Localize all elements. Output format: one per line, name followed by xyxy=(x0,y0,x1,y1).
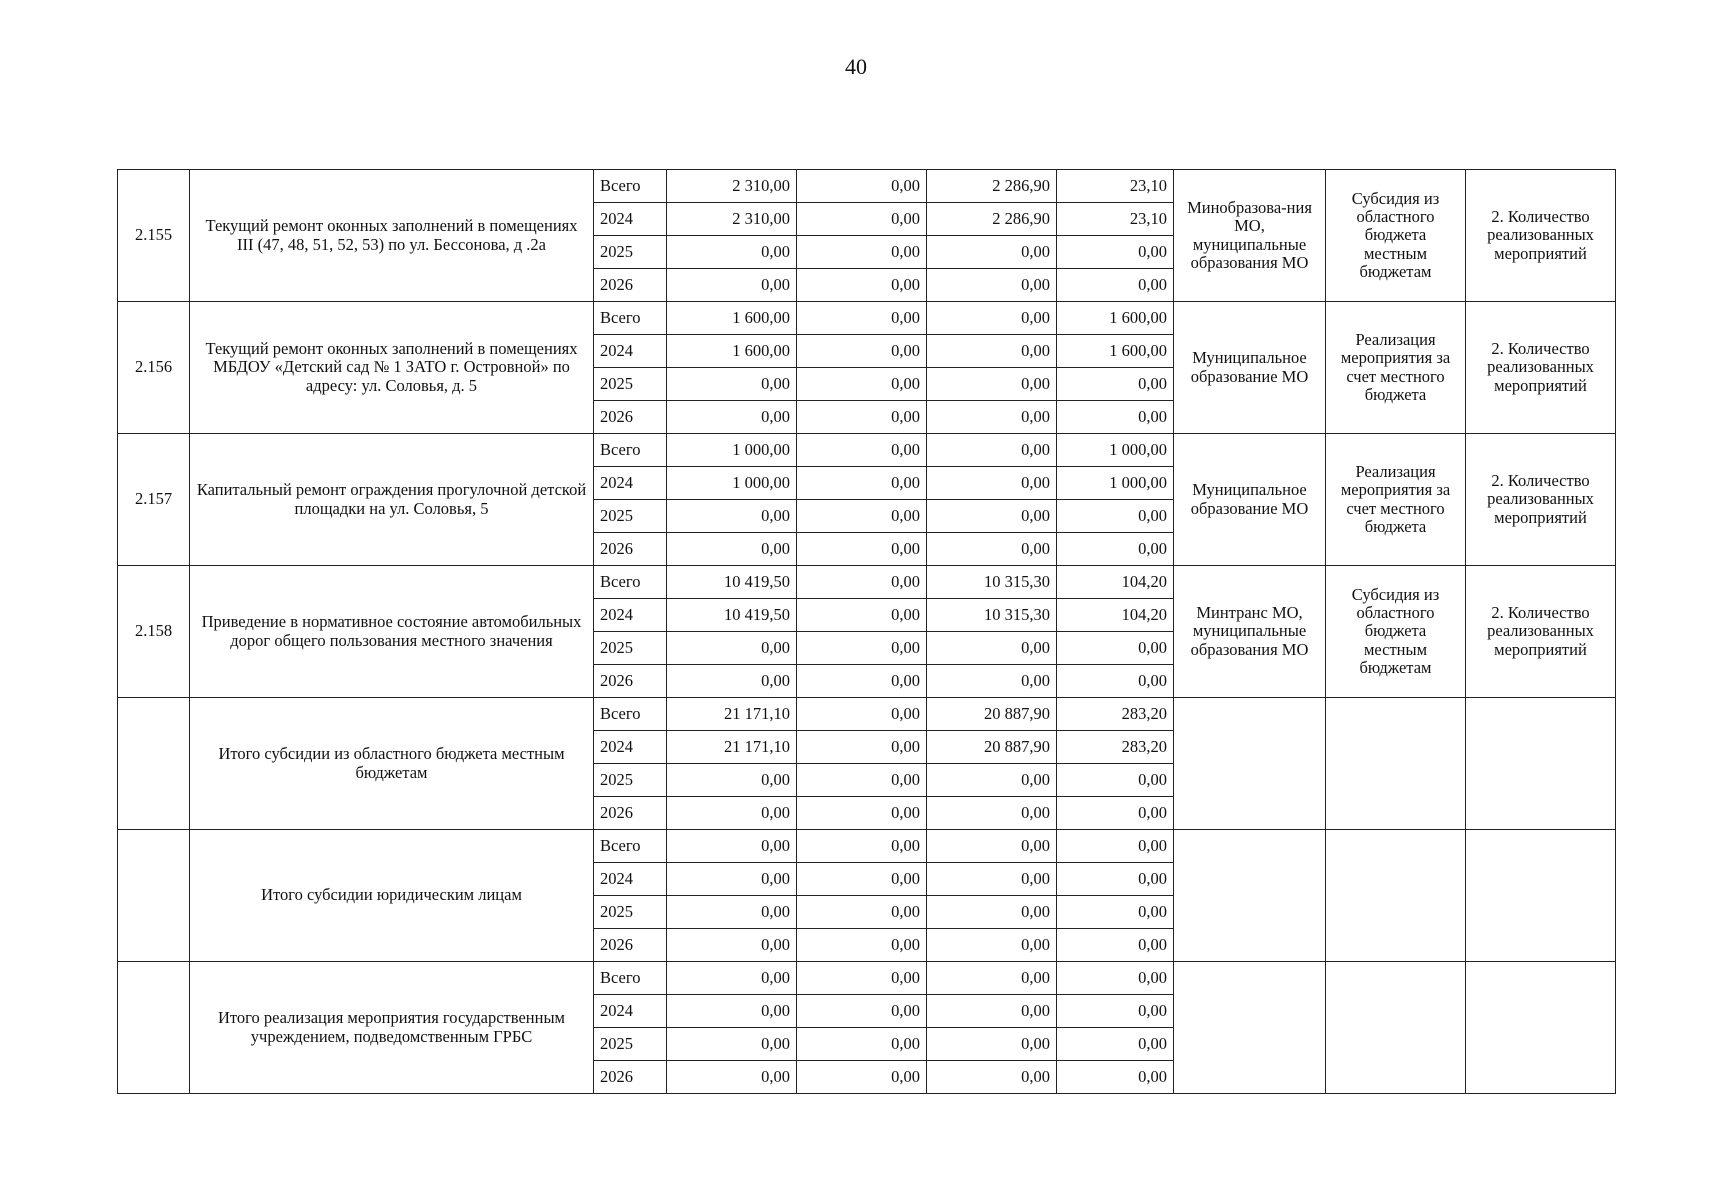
indicator-cell: 2. Количество реализованных мероприятий xyxy=(1466,302,1616,434)
total-amount-cell: 2 310,00 xyxy=(667,170,797,203)
year-cell: Всего xyxy=(594,302,667,335)
total-amount-cell: 0,00 xyxy=(667,401,797,434)
year-cell: 2025 xyxy=(594,764,667,797)
year-cell: 2025 xyxy=(594,500,667,533)
total-amount-cell: 0,00 xyxy=(667,896,797,929)
year-cell: 2026 xyxy=(594,1061,667,1094)
federal-amount-cell: 0,00 xyxy=(797,698,927,731)
year-cell: Всего xyxy=(594,830,667,863)
federal-amount-cell: 0,00 xyxy=(797,335,927,368)
year-cell: 2025 xyxy=(594,368,667,401)
federal-amount-cell: 0,00 xyxy=(797,797,927,830)
regional-amount-cell: 0,00 xyxy=(927,500,1057,533)
funding-source-cell xyxy=(1326,830,1466,962)
year-cell: 2024 xyxy=(594,863,667,896)
total-amount-cell: 0,00 xyxy=(667,962,797,995)
total-amount-cell: 0,00 xyxy=(667,236,797,269)
local-amount-cell: 0,00 xyxy=(1057,929,1174,962)
local-amount-cell: 0,00 xyxy=(1057,236,1174,269)
federal-amount-cell: 0,00 xyxy=(797,1028,927,1061)
year-cell: 2024 xyxy=(594,467,667,500)
federal-amount-cell: 0,00 xyxy=(797,929,927,962)
page-number: 40 xyxy=(845,54,867,79)
federal-amount-cell: 0,00 xyxy=(797,896,927,929)
local-amount-cell: 0,00 xyxy=(1057,1028,1174,1061)
total-amount-cell: 0,00 xyxy=(667,863,797,896)
federal-amount-cell: 0,00 xyxy=(797,269,927,302)
indicator-cell xyxy=(1466,830,1616,962)
regional-amount-cell: 2 286,90 xyxy=(927,203,1057,236)
total-amount-cell: 0,00 xyxy=(667,500,797,533)
year-cell: 2024 xyxy=(594,203,667,236)
federal-amount-cell: 0,00 xyxy=(797,368,927,401)
total-amount-cell: 0,00 xyxy=(667,1061,797,1094)
regional-amount-cell: 0,00 xyxy=(927,1028,1057,1061)
executor-cell xyxy=(1174,962,1326,1094)
federal-amount-cell: 0,00 xyxy=(797,302,927,335)
table-row xyxy=(118,830,1616,863)
regional-amount-cell: 0,00 xyxy=(927,236,1057,269)
local-amount-cell: 1 600,00 xyxy=(1057,335,1174,368)
regional-amount-cell: 0,00 xyxy=(927,368,1057,401)
regional-amount-cell: 0,00 xyxy=(927,467,1057,500)
local-amount-cell: 104,20 xyxy=(1057,599,1174,632)
federal-amount-cell: 0,00 xyxy=(797,665,927,698)
item-name-cell: Приведение в нормативное состояние автомобильных дорог общего пользования местного значения xyxy=(190,566,594,698)
total-amount-cell: 1 600,00 xyxy=(667,302,797,335)
table-row xyxy=(118,962,1616,995)
year-cell: 2024 xyxy=(594,995,667,1028)
federal-amount-cell: 0,00 xyxy=(797,566,927,599)
regional-amount-cell: 0,00 xyxy=(927,401,1057,434)
total-amount-cell: 2 310,00 xyxy=(667,203,797,236)
funding-source-cell: Субсидия из областного бюджета местным бюджетам xyxy=(1326,170,1466,302)
regional-amount-cell: 0,00 xyxy=(927,335,1057,368)
item-name-cell: Текущий ремонт оконных заполнений в помещениях МБДОУ «Детский сад № 1 ЗАТО г. Островной» по адресу: ул. Соловья, д. 5 xyxy=(190,302,594,434)
federal-amount-cell: 0,00 xyxy=(797,467,927,500)
federal-amount-cell: 0,00 xyxy=(797,995,927,1028)
year-cell: 2024 xyxy=(594,335,667,368)
local-amount-cell: 0,00 xyxy=(1057,863,1174,896)
regional-amount-cell: 0,00 xyxy=(927,1061,1057,1094)
regional-amount-cell: 10 315,30 xyxy=(927,599,1057,632)
federal-amount-cell: 0,00 xyxy=(797,632,927,665)
funding-source-cell xyxy=(1326,962,1466,1094)
executor-cell: Минтранс МО, муниципальные образования МО xyxy=(1174,566,1326,698)
funding-source-cell: Субсидия из областного бюджета местным бюджетам xyxy=(1326,566,1466,698)
local-amount-cell: 283,20 xyxy=(1057,731,1174,764)
total-amount-cell: 1 000,00 xyxy=(667,467,797,500)
year-cell: Всего xyxy=(594,698,667,731)
indicator-cell: 2. Количество реализованных мероприятий xyxy=(1466,566,1616,698)
year-cell: 2025 xyxy=(594,896,667,929)
regional-amount-cell: 20 887,90 xyxy=(927,731,1057,764)
federal-amount-cell: 0,00 xyxy=(797,236,927,269)
local-amount-cell: 0,00 xyxy=(1057,962,1174,995)
regional-amount-cell: 0,00 xyxy=(927,929,1057,962)
local-amount-cell: 0,00 xyxy=(1057,830,1174,863)
year-cell: Всего xyxy=(594,566,667,599)
local-amount-cell: 0,00 xyxy=(1057,632,1174,665)
regional-amount-cell: 0,00 xyxy=(927,764,1057,797)
regional-amount-cell: 2 286,90 xyxy=(927,170,1057,203)
total-amount-cell: 0,00 xyxy=(667,797,797,830)
indicator-cell xyxy=(1466,698,1616,830)
local-amount-cell: 0,00 xyxy=(1057,995,1174,1028)
year-cell: 2026 xyxy=(594,665,667,698)
regional-amount-cell: 20 887,90 xyxy=(927,698,1057,731)
local-amount-cell: 0,00 xyxy=(1057,269,1174,302)
item-code-cell: 2.155 xyxy=(118,170,190,302)
regional-amount-cell: 10 315,30 xyxy=(927,566,1057,599)
executor-cell: Минобразова-ния МО, муниципальные образования МО xyxy=(1174,170,1326,302)
executor-cell: Муниципальное образование МО xyxy=(1174,434,1326,566)
federal-amount-cell: 0,00 xyxy=(797,764,927,797)
funding-source-cell: Реализация мероприятия за счет местного бюджета xyxy=(1326,434,1466,566)
local-amount-cell: 104,20 xyxy=(1057,566,1174,599)
regional-amount-cell: 0,00 xyxy=(927,533,1057,566)
year-cell: 2024 xyxy=(594,599,667,632)
regional-amount-cell: 0,00 xyxy=(927,995,1057,1028)
year-cell: 2026 xyxy=(594,269,667,302)
indicator-cell xyxy=(1466,962,1616,1094)
regional-amount-cell: 0,00 xyxy=(927,632,1057,665)
year-cell: 2025 xyxy=(594,1028,667,1061)
item-name-cell: Итого субсидии из областного бюджета местным бюджетам xyxy=(190,698,594,830)
total-amount-cell: 0,00 xyxy=(667,995,797,1028)
indicator-cell: 2. Количество реализованных мероприятий xyxy=(1466,434,1616,566)
regional-amount-cell: 0,00 xyxy=(927,863,1057,896)
total-amount-cell: 0,00 xyxy=(667,764,797,797)
local-amount-cell: 0,00 xyxy=(1057,665,1174,698)
table-row xyxy=(118,698,1616,731)
item-code-cell: 2.156 xyxy=(118,302,190,434)
local-amount-cell: 1 000,00 xyxy=(1057,434,1174,467)
total-amount-cell: 0,00 xyxy=(667,269,797,302)
local-amount-cell: 0,00 xyxy=(1057,500,1174,533)
regional-amount-cell: 0,00 xyxy=(927,962,1057,995)
year-cell: Всего xyxy=(594,962,667,995)
total-amount-cell: 0,00 xyxy=(667,665,797,698)
year-cell: 2024 xyxy=(594,731,667,764)
regional-amount-cell: 0,00 xyxy=(927,797,1057,830)
item-name-cell: Итого субсидии юридическим лицам xyxy=(190,830,594,962)
table-body xyxy=(118,170,1616,1094)
local-amount-cell: 1 600,00 xyxy=(1057,302,1174,335)
total-amount-cell: 1 600,00 xyxy=(667,335,797,368)
federal-amount-cell: 0,00 xyxy=(797,401,927,434)
item-code-cell xyxy=(118,962,190,1094)
item-code-cell xyxy=(118,698,190,830)
local-amount-cell: 0,00 xyxy=(1057,401,1174,434)
item-name-cell: Итого реализация мероприятия государственным учреждением, подведомственным ГРБС xyxy=(190,962,594,1094)
regional-amount-cell: 0,00 xyxy=(927,302,1057,335)
funding-source-cell: Реализация мероприятия за счет местного бюджета xyxy=(1326,302,1466,434)
local-amount-cell: 0,00 xyxy=(1057,533,1174,566)
total-amount-cell: 0,00 xyxy=(667,830,797,863)
total-amount-cell: 21 171,10 xyxy=(667,731,797,764)
year-cell: 2025 xyxy=(594,632,667,665)
funding-source-cell xyxy=(1326,698,1466,830)
regional-amount-cell: 0,00 xyxy=(927,665,1057,698)
total-amount-cell: 10 419,50 xyxy=(667,599,797,632)
local-amount-cell: 0,00 xyxy=(1057,797,1174,830)
local-amount-cell: 23,10 xyxy=(1057,170,1174,203)
executor-cell xyxy=(1174,830,1326,962)
local-amount-cell: 1 000,00 xyxy=(1057,467,1174,500)
item-code-cell: 2.157 xyxy=(118,434,190,566)
executor-cell xyxy=(1174,698,1326,830)
table-row xyxy=(118,302,1616,335)
total-amount-cell: 0,00 xyxy=(667,632,797,665)
federal-amount-cell: 0,00 xyxy=(797,599,927,632)
local-amount-cell: 283,20 xyxy=(1057,698,1174,731)
total-amount-cell: 0,00 xyxy=(667,1028,797,1061)
total-amount-cell: 10 419,50 xyxy=(667,566,797,599)
federal-amount-cell: 0,00 xyxy=(797,500,927,533)
local-amount-cell: 0,00 xyxy=(1057,896,1174,929)
total-amount-cell: 1 000,00 xyxy=(667,434,797,467)
item-code-cell: 2.158 xyxy=(118,566,190,698)
regional-amount-cell: 0,00 xyxy=(927,434,1057,467)
table-row xyxy=(118,170,1616,203)
total-amount-cell: 0,00 xyxy=(667,368,797,401)
table-row xyxy=(118,434,1616,467)
federal-amount-cell: 0,00 xyxy=(797,434,927,467)
total-amount-cell: 0,00 xyxy=(667,929,797,962)
federal-amount-cell: 0,00 xyxy=(797,170,927,203)
year-cell: Всего xyxy=(594,434,667,467)
total-amount-cell: 21 171,10 xyxy=(667,698,797,731)
executor-cell: Муниципальное образование МО xyxy=(1174,302,1326,434)
regional-amount-cell: 0,00 xyxy=(927,896,1057,929)
item-code-cell xyxy=(118,830,190,962)
year-cell: Всего xyxy=(594,170,667,203)
federal-amount-cell: 0,00 xyxy=(797,962,927,995)
budget-table xyxy=(117,169,1616,1094)
regional-amount-cell: 0,00 xyxy=(927,269,1057,302)
regional-amount-cell: 0,00 xyxy=(927,830,1057,863)
federal-amount-cell: 0,00 xyxy=(797,830,927,863)
year-cell: 2026 xyxy=(594,533,667,566)
federal-amount-cell: 0,00 xyxy=(797,863,927,896)
item-name-cell: Текущий ремонт оконных заполнений в помещениях III (47, 48, 51, 52, 53) по ул. Бессонова, д .2а xyxy=(190,170,594,302)
indicator-cell: 2. Количество реализованных мероприятий xyxy=(1466,170,1616,302)
local-amount-cell: 0,00 xyxy=(1057,764,1174,797)
federal-amount-cell: 0,00 xyxy=(797,731,927,764)
year-cell: 2026 xyxy=(594,929,667,962)
year-cell: 2025 xyxy=(594,236,667,269)
local-amount-cell: 0,00 xyxy=(1057,368,1174,401)
item-name-cell: Капитальный ремонт ограждения прогулочной детской площадки на ул. Соловья, 5 xyxy=(190,434,594,566)
federal-amount-cell: 0,00 xyxy=(797,1061,927,1094)
local-amount-cell: 0,00 xyxy=(1057,1061,1174,1094)
total-amount-cell: 0,00 xyxy=(667,533,797,566)
year-cell: 2026 xyxy=(594,401,667,434)
federal-amount-cell: 0,00 xyxy=(797,533,927,566)
federal-amount-cell: 0,00 xyxy=(797,203,927,236)
local-amount-cell: 23,10 xyxy=(1057,203,1174,236)
table-row xyxy=(118,566,1616,599)
year-cell: 2026 xyxy=(594,797,667,830)
